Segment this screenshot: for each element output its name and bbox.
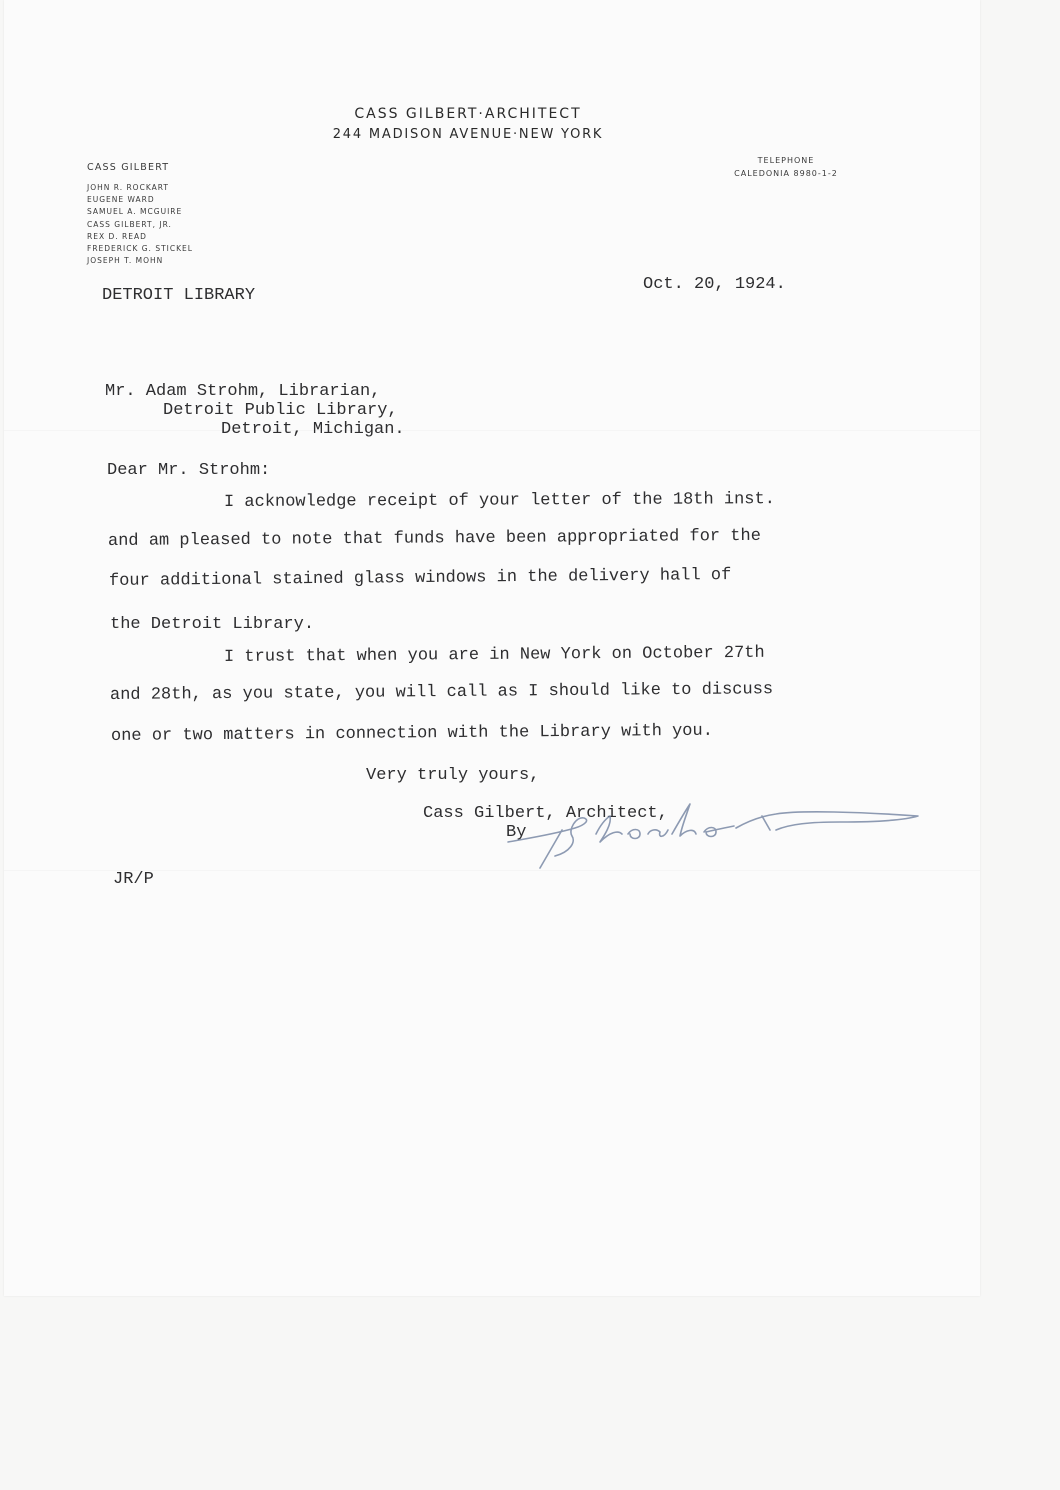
handwritten-signature: [500, 790, 930, 880]
body-line: and am pleased to note that funds have been appropriated for the: [107, 526, 761, 551]
staff-member: FREDERICK G. STICKEL: [87, 244, 193, 254]
file-reference: DETROIT LIBRARY: [102, 286, 256, 305]
letterhead-staff-list: [87, 162, 193, 267]
letter-date: Oct. 20, 1924.: [643, 275, 786, 294]
recipient-line: Detroit, Michigan.: [221, 420, 405, 439]
telephone-label: TELEPHONE: [757, 156, 815, 165]
letterhead-telephone: [716, 154, 856, 180]
staff-member: JOSEPH T. MOHN: [87, 256, 164, 266]
staff-member: CASS GILBERT, JR.: [87, 219, 172, 229]
salutation: Dear Mr. Strohm:: [107, 461, 271, 480]
staff-member: EUGENE WARD: [87, 195, 155, 205]
staff-member: REX D. READ: [87, 231, 147, 241]
paper-fold: [4, 430, 980, 431]
letterhead-address: 244 MADISON AVENUE·NEW YORK: [332, 127, 604, 142]
body-line: I acknowledge receipt of your letter of the 18th inst.: [223, 490, 775, 512]
staff-member: JOHN R. ROCKART: [87, 183, 169, 192]
recipient-line: Mr. Adam Strohm, Librarian,: [105, 382, 381, 401]
body-line: the Detroit Library.: [110, 615, 315, 634]
signature-block: Cass Gilbert, Architect,: [423, 804, 668, 823]
letterhead-firm: CASS GILBERT·ARCHITECT: [354, 106, 582, 122]
by-line: By: [506, 823, 527, 842]
staff-principal: CASS GILBERT: [87, 162, 170, 173]
body-line: one or two matters in connection with the Library with you.: [110, 721, 713, 746]
body-line: four additional stained glass windows in the delivery hall of: [108, 566, 732, 591]
telephone-number: CALEDONIA 8980-1-2: [734, 169, 838, 178]
typist-initials: JR/P: [113, 870, 154, 889]
staff-member: SAMUEL A. MCGUIRE: [87, 207, 183, 217]
closing: Very truly yours,: [366, 766, 540, 785]
body-line: I trust that when you are in New York on October 27th: [223, 643, 765, 667]
recipient-line: Detroit Public Library,: [163, 401, 398, 420]
body-line: and 28th, as you state, you will call as I should like to discuss: [109, 680, 774, 705]
